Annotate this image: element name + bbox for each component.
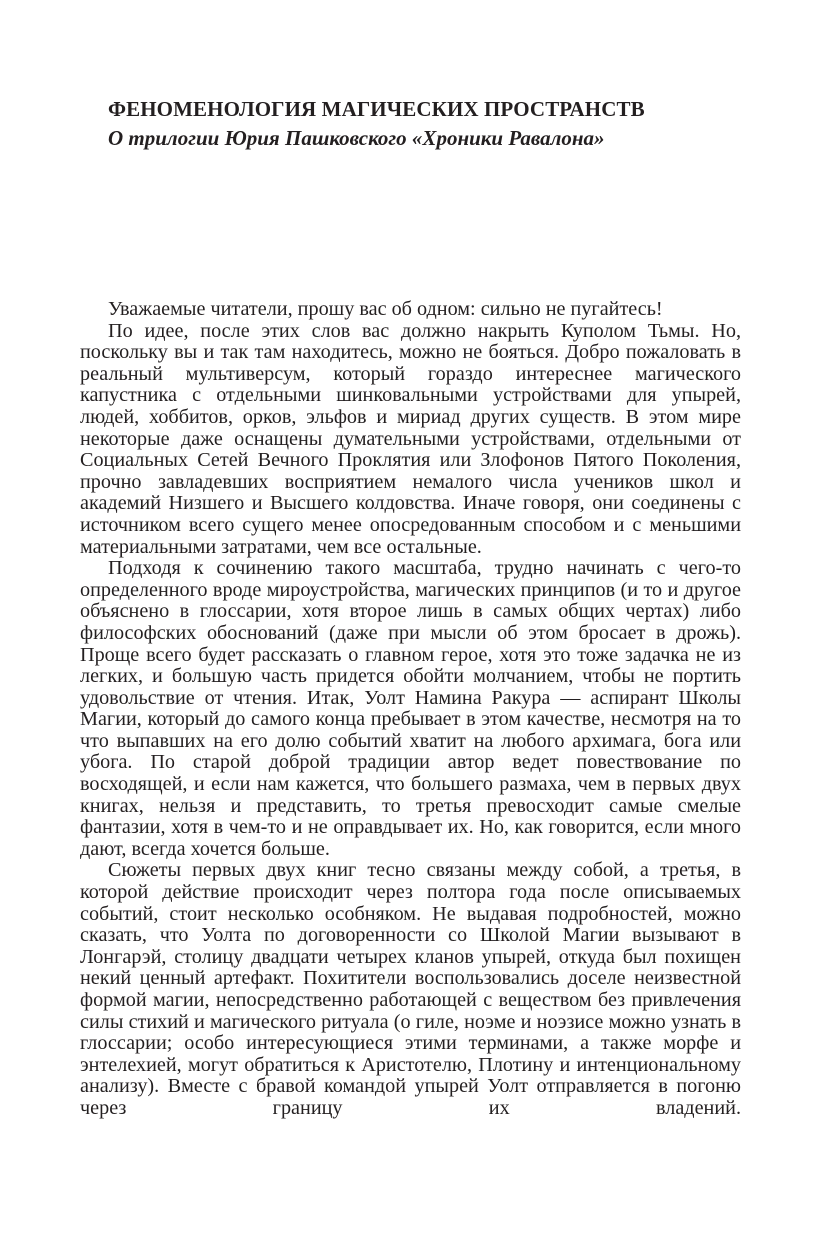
body-text	[80, 299, 741, 1120]
paragraph: По идее, после этих слов вас должно накрыть Куполом Тьмы. Но, поскольку вы и так там находитесь, можно не бояться. Добро пожаловать в реальный мультиверсум, который гораздо интереснее магического капустника с отдельными шинковальными устройствами для упырей, людей, хоббитов, орков, эльфов и мириад других существ. В этом мире некоторые даже оснащены думательными устройствами, отдельными от Социальных Сетей Вечного Проклятия или Злофонов Пятого Поколения, прочно завладевших восприятием немалого числа учеников школ и академий Низшего и Высшего колдовства. Иначе говоря, они соединены с источником всего сущего менее опосредованным способом и с меньшими материальными затратами, чем все остальные.	[80, 319, 741, 558]
paragraph: Сюжеты первых двух книг тесно связаны между собой, а третья, в которой действие происходит через полтора года после описываемых событий, стоит несколько особняком. Не выдавая подробностей, можно сказать, что Уолта по договоренности со Школой Магии вызывают в Лонгарэй, столицу двадцати четырех кланов упырей, откуда был похищен некий ценный артефакт. Похитители воспользовались доселе неизвестной формой магии, непосредственно работающей с веществом без привлечения силы стихий и магического ритуала (о гиле, ноэме и ноэзисе можно узнать в глоссарии; особо интересующиеся этими терминами, а также морфе и энтелехией, могут обратиться к Аристотелю, Плотину и интенциональному анализу). Вместе с бравой командой упырей Уолт отправляется в погоню через границу их владений.	[80, 859, 741, 1119]
chapter-title: ФЕНОМЕНОЛОГИЯ МАГИЧЕСКИХ ПРОСТРАНСТВ	[108, 97, 645, 121]
paragraph: Подходя к сочинению такого масштаба, трудно начинать с чего-то определенного вроде мироустройства, магических принципов (и то и другое объяснено в глоссарии, хотя второе лишь в самых общих чертах) либо философских обоснований (даже при мысли об этом бросает в дрожь). Проще всего будет рассказать о главном герое, хотя это тоже задачка не из легких, и большую часть придется обойти молчанием, чтобы не портить удовольствие от чтения. Итак, Уолт Намина Ракура — аспирант Школы Магии, который до самого конца пребывает в этом качестве, несмотря на то что выпавших на его долю событий хватит на любого архимага, бога или убога. По старой доброй традиции автор ведет повествование по восходящей, и если нам кажется, что большего размаха, чем в первых двух книгах, нельзя и представить, то третья превосходит самые смелые фантазии, хотя в чем-то и не оправдывает их. Но, как говорится, если много дают, всегда хочется больше.	[80, 557, 741, 860]
chapter-subtitle: О трилогии Юрия Пашковского «Хроники Равалона»	[108, 126, 605, 150]
paragraph: Уважаемые читатели, прошу вас об одном: сильно не пугайтесь!	[108, 298, 663, 320]
